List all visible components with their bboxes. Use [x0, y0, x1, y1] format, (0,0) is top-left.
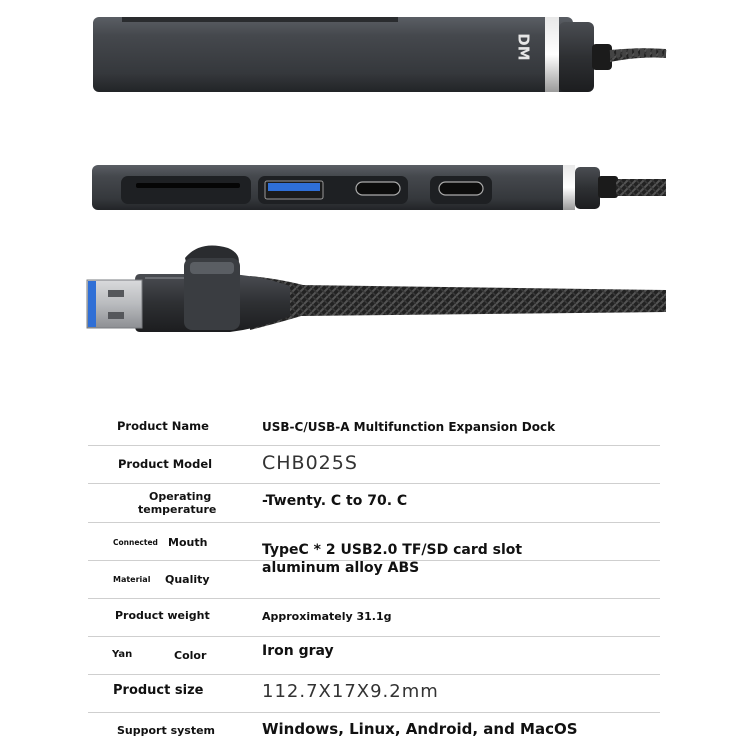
product-size-label: Product size [113, 683, 204, 698]
color-label: Color [174, 649, 207, 662]
connected-mouth-value: TypeC * 2 USB2.0 TF/SD card slot [262, 542, 523, 558]
brand-logo: DM [514, 33, 533, 61]
product-name-value: USB-C/USB-A Multifunction Expansion Dock [262, 420, 556, 434]
product-weight-value: Approximately 31.1g [262, 610, 392, 623]
material-quality-value: aluminum alloy ABS [262, 560, 420, 576]
product-name-label: Product Name [117, 419, 209, 433]
dual-connector-cable [87, 246, 666, 332]
row-product-model [88, 445, 660, 484]
hub-top-view [93, 17, 666, 92]
operating-label-line1: Operating [149, 490, 212, 503]
support-system-value: Windows, Linux, Android, and MacOS [262, 720, 578, 738]
mouth-label: Mouth [168, 536, 208, 549]
row-connected-mouth [88, 522, 660, 561]
quality-label: Quality [165, 573, 210, 586]
operating-label-line2: temperature [138, 503, 217, 516]
material-label: Material [113, 575, 151, 584]
product-model-value: CHB025S [262, 452, 358, 474]
operating-temperature-value: -Twenty. C to 70. C [262, 493, 408, 509]
row-product-name [88, 408, 660, 446]
product-model-label: Product Model [118, 457, 213, 471]
row-yan-color [88, 636, 660, 675]
support-system-label: Support system [117, 724, 216, 737]
hub-port-view [92, 165, 666, 210]
row-product-weight [88, 598, 660, 637]
yan-label: Yan [112, 649, 133, 660]
row-product-size [88, 674, 660, 713]
product-size-value: 112.7X17X9.2mm [262, 681, 439, 702]
yan-color-value: Iron gray [262, 643, 334, 659]
row-support-system [88, 712, 660, 750]
row-operating-temperature [88, 483, 660, 523]
row-material-quality [88, 560, 660, 599]
connected-label: Connected [113, 538, 158, 547]
product-weight-label: Product weight [115, 609, 210, 622]
